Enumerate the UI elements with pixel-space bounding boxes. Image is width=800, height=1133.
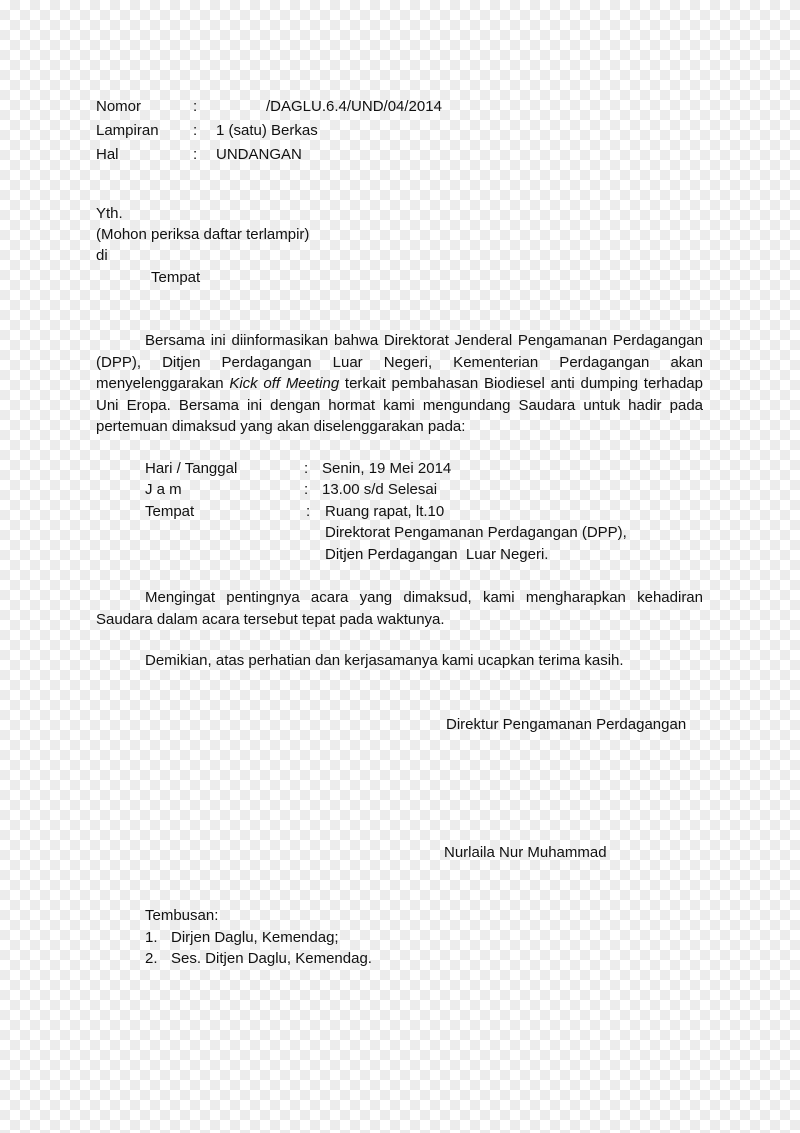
event-time-value: 13.00 s/d Selesai [322,481,438,498]
tembusan-item-2-text: Ses. Ditjen Daglu, Kemendag. [171,950,372,967]
event-time-colon: : [304,481,309,498]
lampiran-colon: : [193,122,198,139]
tembusan-item-1-text: Dirjen Daglu, Kemendag; [171,929,339,946]
tembusan-label: Tembusan: [145,907,219,924]
event-time-label: J a m [145,481,182,498]
event-date-colon: : [304,460,309,477]
body-paragraph-2: Mengingat pentingnya acara yang dimaksud, kami mengharapkan kehadiran Saudara dalam acara tersebut tepat pada waktunya. [96,589,703,628]
body-paragraph-1-italic: Kick off Meeting [229,375,340,392]
lampiran-value: 1 (satu) Berkas [216,122,318,139]
recipient-di: di [96,247,108,264]
event-place-line-3: Ditjen Perdagangan Luar Negeri. [325,546,549,563]
recipient-yth: Yth. [96,205,123,222]
event-place-line-1: Ruang rapat, lt.10 [325,503,445,520]
hal-label: Hal [96,146,119,163]
body-paragraph-1-text-b: terkait pembahasan Biodiesel anti dumping terhadap Uni Eropa. Bersama ini dengan hormat kami mengundang Saudara untuk hadir pada pertemuan dimaksud yang akan diselenggarakan pada: [96,375,703,435]
tembusan-item-2-number: 2. [145,950,158,967]
body-paragraph-3: Demikian, atas perhatian dan kerjasamanya kami ucapkan terima kasih. [145,652,624,669]
event-place-label: Tempat [145,503,195,520]
body-paragraph-1 [96,330,703,438]
tembusan-item-1-number: 1. [145,929,158,946]
event-date-value: Senin, 19 Mei 2014 [322,460,452,477]
recipient-name: (Mohon periksa daftar terlampir) [96,226,310,243]
event-place-line-2: Direktorat Pengamanan Perdagangan (DPP), [325,524,627,541]
nomor-value: /DAGLU.6.4/UND/04/2014 [266,98,442,115]
lampiran-label: Lampiran [96,122,159,139]
recipient-place: Tempat [151,269,201,286]
signature-title: Direktur Pengamanan Perdagangan [446,716,687,733]
event-place-colon: : [306,503,311,520]
event-date-label: Hari / Tanggal [145,460,238,477]
body-paragraph-1-text-a: Bersama ini diinformasikan bahwa Direktorat Jenderal Pengamanan Perdagangan (DPP), Ditjen Perdagangan Luar Negeri, Kementerian Perdagangan akan menyelenggarakan [96,332,703,392]
hal-value: UNDANGAN [216,146,302,163]
hal-colon: : [193,146,198,163]
signature-name: Nurlaila Nur Muhammad [444,844,607,861]
nomor-label: Nomor [96,98,142,115]
nomor-colon: : [193,98,198,115]
